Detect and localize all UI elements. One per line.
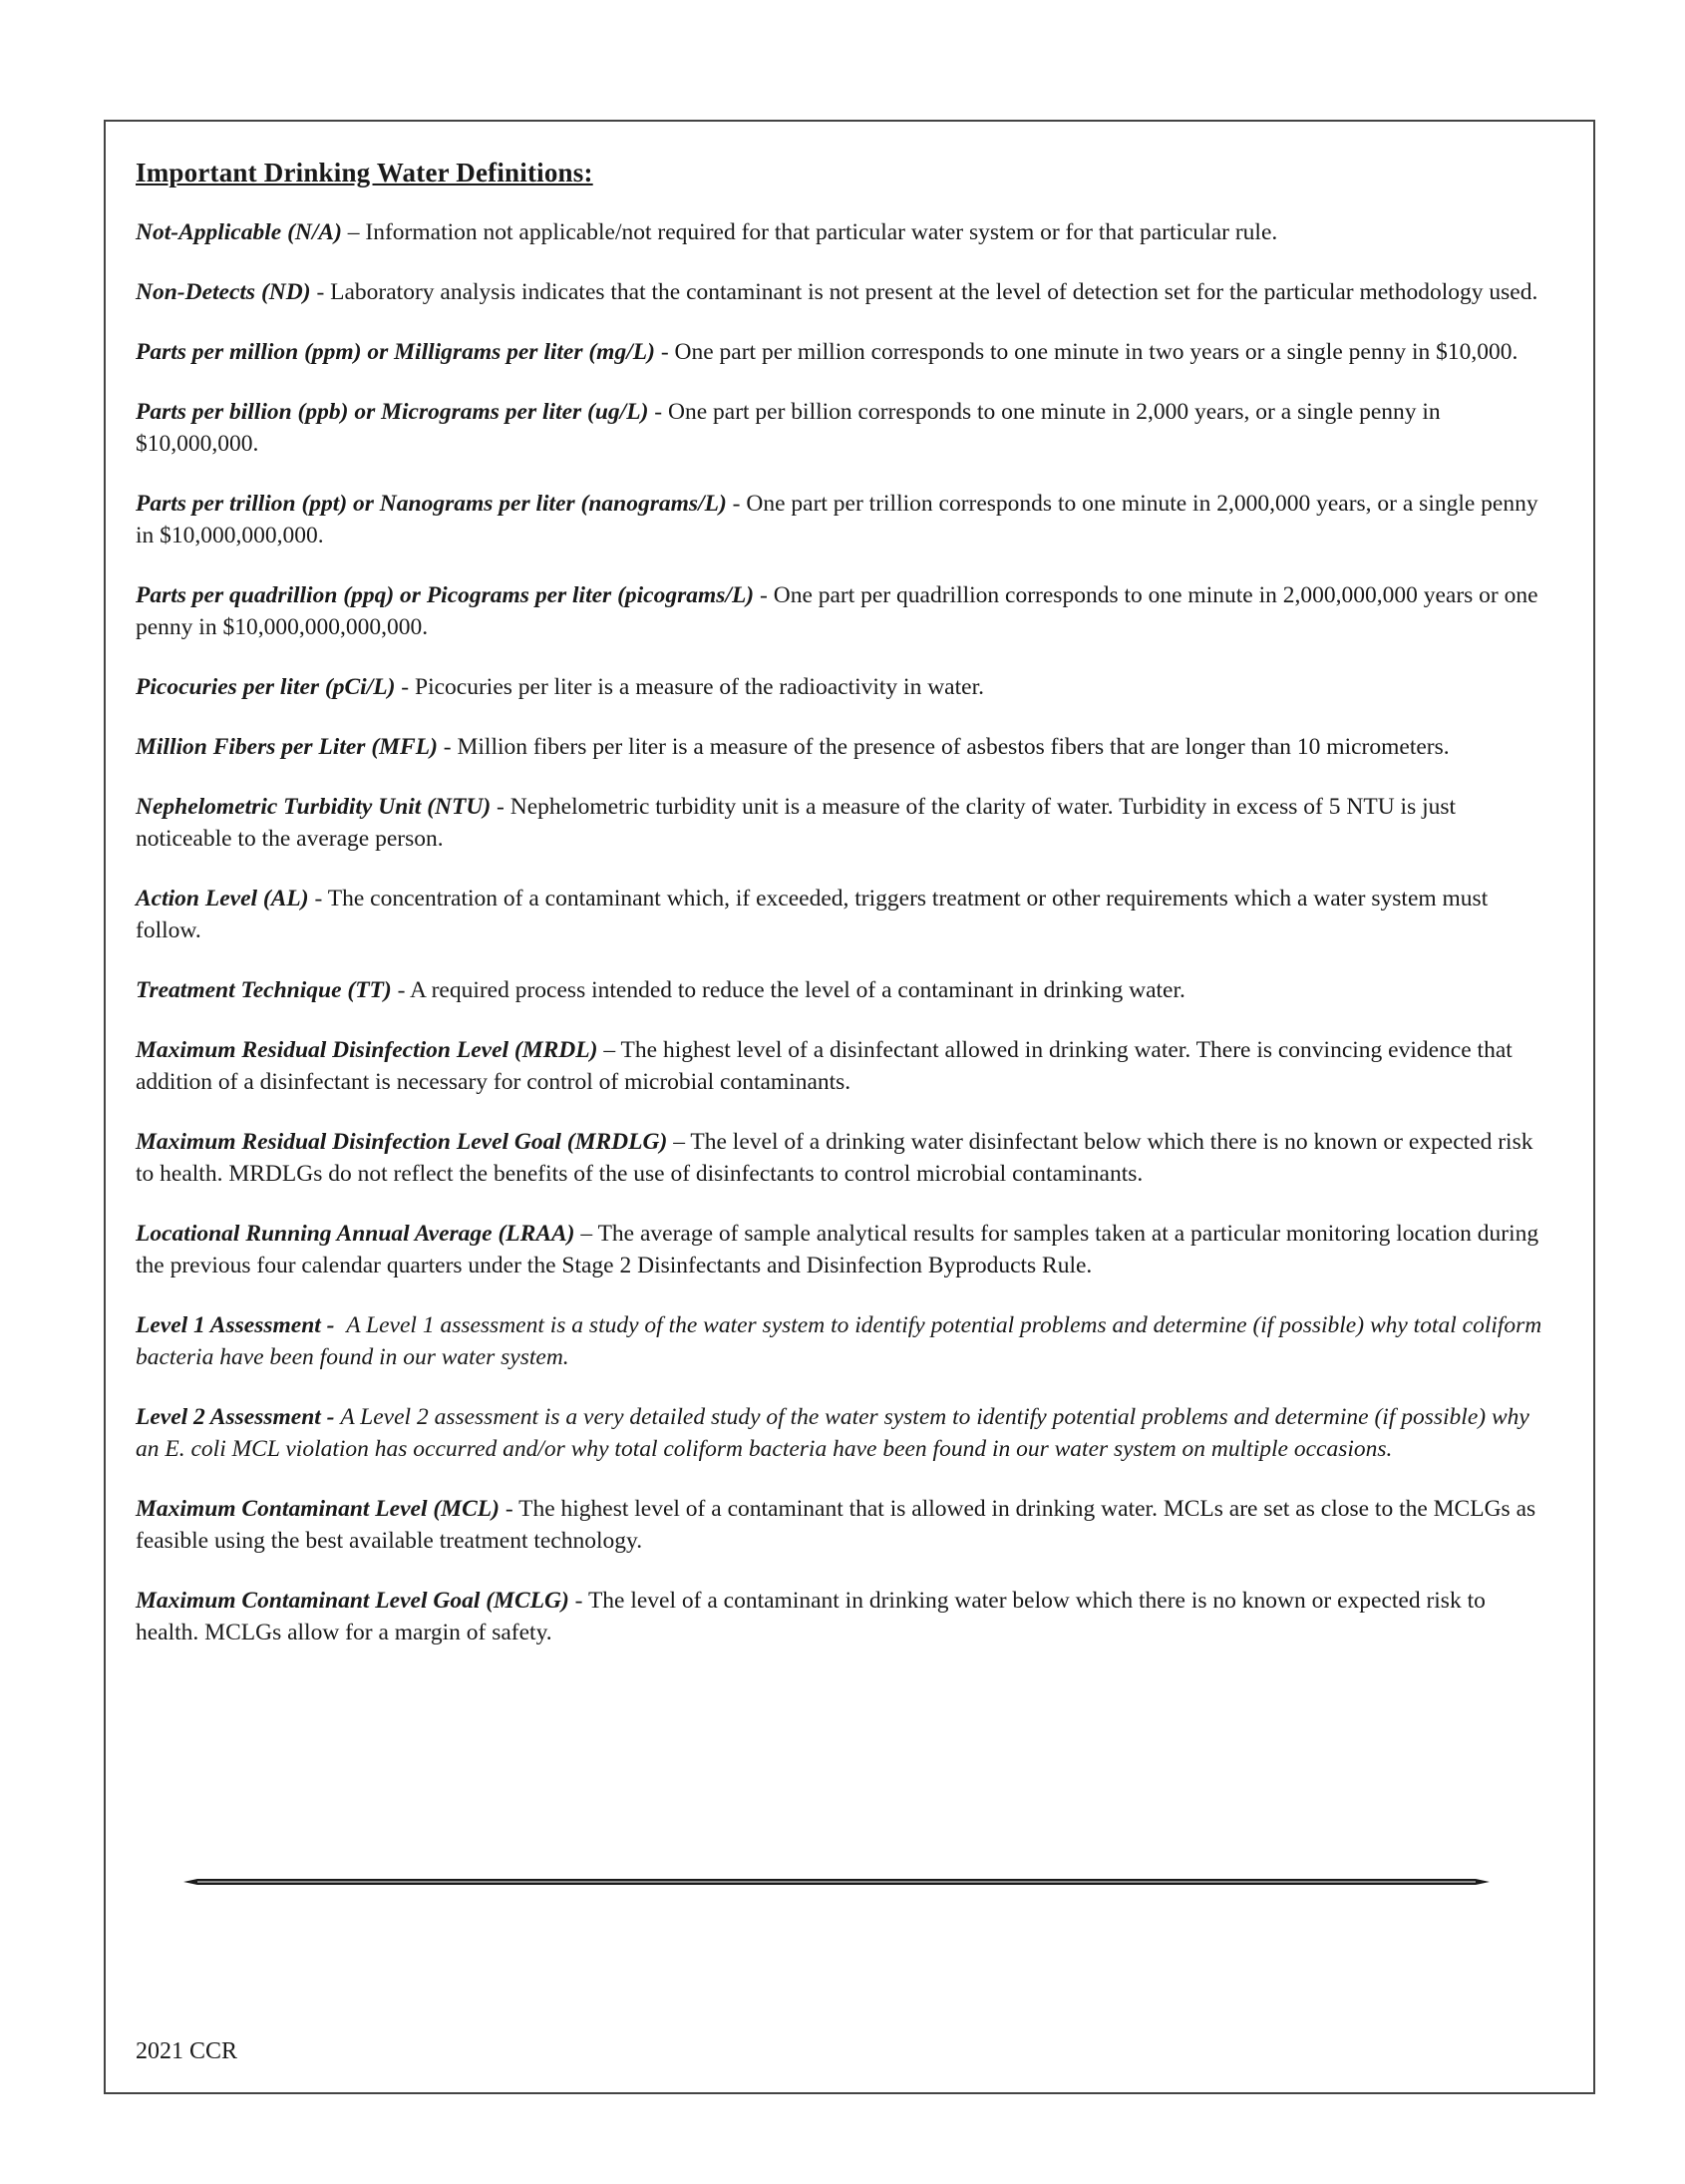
decorative-divider: [183, 1877, 1490, 1887]
page-frame: [104, 120, 1595, 2094]
definition-term: Parts per billion (ppb) or Micrograms per liter (ug/L): [136, 399, 649, 425]
definitions-content: [136, 158, 1551, 1676]
definition-description: One part per quadrillion corresponds to one minute in 2,000,000,000 years or one penny in $10,000,000,000,000.: [136, 582, 1538, 640]
definition-separator: -: [437, 734, 458, 760]
definition-description: One part per trillion corresponds to one minute in 2,000,000 years, or a single penny in $10,000,000,000.: [136, 491, 1538, 548]
definition-item: [136, 1218, 1551, 1281]
definition-description: One part per million corresponds to one minute in two years or a single penny in $10,000.: [674, 339, 1518, 365]
definition-separator: –: [597, 1037, 621, 1063]
definition-item: [136, 671, 1551, 703]
definition-item: [136, 579, 1551, 643]
definition-item: [136, 396, 1551, 460]
definition-term: Maximum Contaminant Level Goal (MCLG): [136, 1588, 569, 1614]
definition-term: Parts per quadrillion (ppq) or Picograms per liter (picograms/L): [136, 582, 755, 608]
definition-separator: -: [491, 794, 510, 820]
definition-separator: –: [341, 219, 366, 245]
definition-item: [136, 791, 1551, 855]
definition-description: The highest level of a contaminant that is allowed in drinking water. MCLs are set as close to the MCLGs as feasible using the best available treatment technology.: [136, 1496, 1536, 1554]
definition-term: Locational Running Annual Average (LRAA): [136, 1221, 575, 1247]
definition-term: Maximum Contaminant Level (MCL): [136, 1496, 500, 1522]
definition-description: Information not applicable/not required for that particular water system or for that particular rule.: [365, 219, 1278, 245]
definition-term: Level 2 Assessment -: [136, 1404, 335, 1430]
page-heading: Important Drinking Water Definitions:: [136, 158, 593, 187]
definition-description: The level of a contaminant in drinking water below which there is no known or expected risk to health. MCLGs allow for a margin of safety.: [136, 1588, 1486, 1645]
definition-separator: -: [308, 886, 328, 911]
definition-separator: -: [654, 339, 675, 365]
definition-term: Treatment Technique (TT): [136, 977, 392, 1003]
definition-term: Maximum Residual Disinfection Level Goal (MRDLG): [136, 1129, 668, 1155]
definition-term: Maximum Residual Disinfection Level (MRDL): [136, 1037, 598, 1063]
definition-term: Not-Applicable (N/A): [136, 219, 342, 245]
definition-separator: –: [574, 1221, 598, 1247]
definition-description: The concentration of a contaminant which, if exceeded, triggers treatment or other requirements which a water system must follow.: [136, 886, 1489, 943]
definition-separator: –: [667, 1129, 691, 1155]
footer-label: 2021 CCR: [136, 2038, 238, 2064]
definition-description: Nephelometric turbidity unit is a measure of the clarity of water. Turbidity in excess of 5 NTU is just noticeable to the average person.: [136, 794, 1457, 852]
definition-separator: -: [568, 1588, 588, 1614]
definition-term: Level 1 Assessment -: [136, 1312, 335, 1338]
definition-description: A Level 2 assessment is a very detailed study of the water system to identify potential problems and determine (if possible) why an E. coli MCL violation has occurred and/or why total coliform bacteria have been found in our water system on multiple occasions.: [136, 1404, 1529, 1462]
definition-term: Non-Detects (ND): [136, 279, 311, 305]
definition-description: The highest level of a disinfectant allowed in drinking water. There is convincing evidence that addition of a disinfectant is necessary for control of microbial contaminants.: [136, 1037, 1513, 1095]
definition-separator: -: [395, 674, 415, 700]
definition-item: [136, 1309, 1551, 1373]
definitions-list: [136, 216, 1551, 1648]
definition-separator: [335, 1312, 347, 1338]
definition-term: Million Fibers per Liter (MFL): [136, 734, 438, 760]
definition-separator: -: [310, 279, 331, 305]
definition-item: [136, 488, 1551, 551]
definition-description: The level of a drinking water disinfectant below which there is no known or expected risk to health. MRDLGs do not reflect the benefits of the use of disinfectants to control microbial contaminants.: [136, 1129, 1533, 1187]
definition-separator: -: [391, 977, 411, 1003]
definition-item: [136, 974, 1551, 1006]
definition-term: Nephelometric Turbidity Unit (NTU): [136, 794, 492, 820]
definition-description: Picocuries per liter is a measure of the radioactivity in water.: [415, 674, 984, 700]
definition-item: [136, 1493, 1551, 1557]
definition-item: [136, 1034, 1551, 1098]
definition-item: [136, 276, 1551, 308]
definition-term: Picocuries per liter (pCi/L): [136, 674, 396, 700]
definition-description: A required process intended to reduce the level of a contaminant in drinking water.: [410, 977, 1185, 1003]
definition-term: Action Level (AL): [136, 886, 309, 911]
definition-item: [136, 1585, 1551, 1648]
definition-item: [136, 216, 1551, 248]
definition-item: [136, 1401, 1551, 1465]
definition-item: [136, 883, 1551, 946]
definition-description: A Level 1 assessment is a study of the water system to identify potential problems and determine (if possible) why total coliform bacteria have been found in our water system.: [136, 1312, 1542, 1370]
definition-description: The average of sample analytical results for samples taken at a particular monitoring location during the previous four calendar quarters under the Stage 2 Disinfectants and Disinfection Byproducts Rule.: [136, 1221, 1539, 1278]
definition-description: Million fibers per liter is a measure of the presence of asbestos fibers that are longer than 10 micrometers.: [457, 734, 1450, 760]
definition-term: Parts per million (ppm) or Milligrams per liter (mg/L): [136, 339, 655, 365]
definition-item: [136, 336, 1551, 368]
definition-term: Parts per trillion (ppt) or Nanograms per liter (nanograms/L): [136, 491, 727, 517]
definition-separator: -: [754, 582, 774, 608]
definition-separator: -: [726, 491, 747, 517]
definition-description: Laboratory analysis indicates that the contaminant is not present at the level of detection set for the particular methodology used.: [330, 279, 1538, 305]
definition-item: [136, 731, 1551, 763]
definition-separator: -: [648, 399, 668, 425]
definition-description: One part per billion corresponds to one minute in 2,000 years, or a single penny in $10,000,000.: [136, 399, 1441, 457]
definition-separator: -: [499, 1496, 519, 1522]
definition-item: [136, 1126, 1551, 1190]
